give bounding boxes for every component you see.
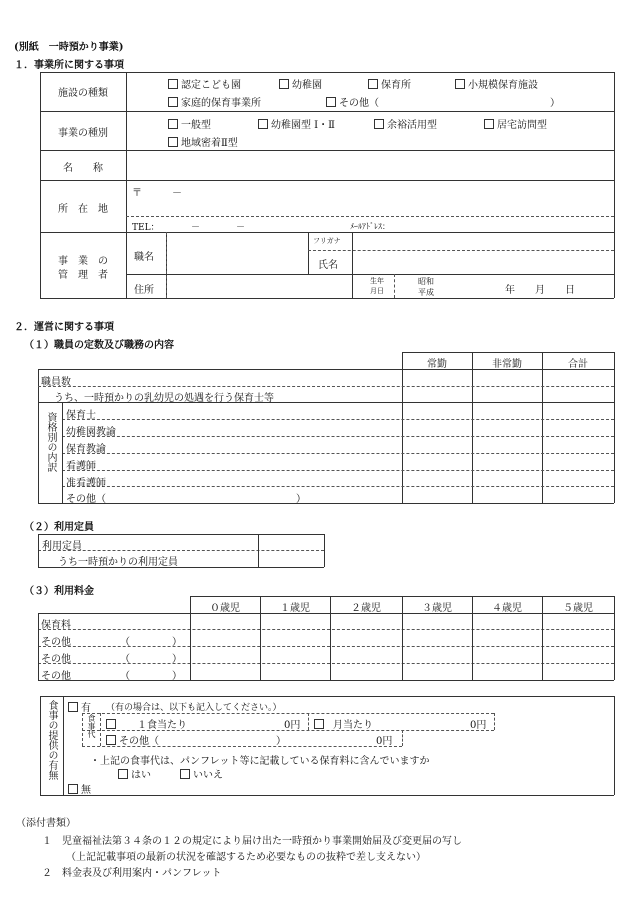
attachment-2: 料金表及び利用案内・パンフレット xyxy=(62,868,222,879)
checkbox-icon xyxy=(368,79,378,89)
paren-close: ） xyxy=(172,671,182,682)
row-other-qualification: その他（ xyxy=(66,494,106,505)
col-age3: ３歳児 xyxy=(422,603,452,614)
row-assistant-nurse: 准看護師 xyxy=(66,478,106,489)
facility-opt-other[interactable]: その他（ xyxy=(326,94,379,109)
paren-open: （ xyxy=(120,671,130,682)
meal-per-month-option[interactable]: 月当たり xyxy=(314,716,373,731)
checkbox-icon xyxy=(106,735,116,745)
address-label: 所 在 地 xyxy=(58,204,108,215)
staff-subtitle: （１）職員の定数及び職務の内容 xyxy=(24,340,174,351)
checkbox-icon xyxy=(168,79,178,89)
meal-answer-no[interactable]: いいえ xyxy=(180,766,223,781)
row-temp-capacity: うち一時預かりの利用定員 xyxy=(58,557,178,568)
manager-address-label: 住所 xyxy=(134,285,154,296)
furigana-label: フリガナ xyxy=(313,237,341,245)
col-age5: ５歳児 xyxy=(563,603,593,614)
row-capacity: 利用定員 xyxy=(42,541,82,552)
row-other-fee-2: その他 xyxy=(41,654,71,665)
manager-name-label: 氏名 xyxy=(318,260,338,271)
facility-type-label: 施設の種類 xyxy=(58,88,108,99)
name-label: 名 称 xyxy=(63,163,103,174)
era-heisei: 平成 xyxy=(418,288,434,297)
col-total: 合計 xyxy=(568,359,588,370)
meal-no-option[interactable]: 無 xyxy=(68,781,91,796)
attachment-2-number: ２ xyxy=(42,868,52,879)
checkbox-icon xyxy=(168,137,178,147)
col-fulltime: 常勤 xyxy=(427,359,447,370)
job-title-label: 職名 xyxy=(134,252,154,263)
meal-cost-label: 食事代 xyxy=(87,714,96,738)
meal-answer-yes[interactable]: はい xyxy=(118,766,151,781)
checkbox-icon xyxy=(180,769,190,779)
capacity-subtitle: （２）利用定員 xyxy=(24,522,94,533)
business-opt-home-visit[interactable]: 居宅訪問型 xyxy=(484,116,547,131)
era-showa: 昭和 xyxy=(418,277,434,286)
tel-field[interactable]: TEL： － － xyxy=(132,223,246,233)
meal-other-yen[interactable]: 0円 xyxy=(376,736,393,747)
row-nursery-teacher: 保育教諭 xyxy=(66,444,106,455)
birth-label-2: 月日 xyxy=(370,287,384,295)
meal-per-meal-option[interactable]: １食当たり xyxy=(106,716,187,731)
fees-subtitle: （３）利用料金 xyxy=(24,586,94,597)
checkbox-icon xyxy=(484,119,494,129)
checkbox-icon xyxy=(68,702,78,712)
checkbox-icon xyxy=(326,97,336,107)
meal-other-option[interactable]: その他（ xyxy=(106,732,159,747)
business-opt-surplus[interactable]: 余裕活用型 xyxy=(374,116,437,131)
paren-close: ） xyxy=(172,637,182,648)
manager-label-line1: 事 業 の xyxy=(58,256,108,267)
postal-code[interactable]: 〒 － xyxy=(132,188,182,199)
business-opt-general[interactable]: 一般型 xyxy=(168,116,211,131)
attachment-1-number: １ xyxy=(42,836,52,847)
attachment-1-note: （上記記載事項の最新の状況を確認するため必要なものの抜粋で差し支えない） xyxy=(66,852,426,863)
checkbox-icon xyxy=(106,719,116,729)
manager-label-line2: 管 理 者 xyxy=(58,270,108,281)
row-hoikushi: 保育士 xyxy=(66,410,96,421)
business-opt-kindergarten[interactable]: 幼稚園型 Ⅰ・Ⅱ xyxy=(258,116,335,131)
business-type-label: 事業の種別 xyxy=(58,128,108,139)
facility-opt-kindergarten[interactable]: 幼稚園 xyxy=(279,76,322,91)
paren-open: （ xyxy=(120,654,130,665)
row-nursery-staff: うち、一時預かりの乳幼児の処遇を行う保育士等 xyxy=(54,393,274,404)
paren-close: ） xyxy=(172,654,182,665)
facility-opt-kodomoen[interactable]: 認定こども園 xyxy=(168,76,241,91)
row-staff-count: 職員数 xyxy=(41,377,71,388)
checkbox-icon xyxy=(455,79,465,89)
email-field[interactable]: ﾒｰﾙｱﾄﾞﾚｽ： xyxy=(350,222,390,231)
form-title: (別紙 一時預かり事業) xyxy=(14,42,124,53)
meal-side-label: 食事の提供の有無 xyxy=(46,700,57,780)
meal-per-month-yen[interactable]: 0円 xyxy=(470,720,487,731)
qualification-side-label: 資格別の内訳 xyxy=(45,412,56,472)
meal-per-meal-yen[interactable]: 0円 xyxy=(284,720,301,731)
checkbox-icon xyxy=(68,784,78,794)
section1-title: １．事業所に関する事項 xyxy=(14,60,124,71)
birth-date[interactable]: 年 月 日 xyxy=(505,285,575,296)
attachments-title: （添付書類） xyxy=(16,818,76,829)
birth-label-1: 生年 xyxy=(370,277,384,285)
meal-other-close: ） xyxy=(276,736,286,747)
facility-other-close: ） xyxy=(550,98,560,109)
business-opt-community[interactable]: 地域密着Ⅱ型 xyxy=(168,134,238,149)
facility-opt-nursery[interactable]: 保育所 xyxy=(368,76,411,91)
col-age0: ０歳児 xyxy=(210,603,240,614)
name-field[interactable] xyxy=(128,152,612,178)
other-qualification-close: ） xyxy=(296,494,306,505)
checkbox-icon xyxy=(168,97,178,107)
facility-opt-small-nursery[interactable]: 小規模保育施設 xyxy=(455,76,538,91)
checkbox-icon xyxy=(168,119,178,129)
col-age4: ４歳児 xyxy=(492,603,522,614)
row-other-fee-3: その他 xyxy=(41,671,71,682)
col-age2: ２歳児 xyxy=(351,603,381,614)
row-childcare-fee: 保育料 xyxy=(41,620,71,631)
meal-yes-note: （有の場合は、以下も記入してください。） xyxy=(106,703,282,713)
col-parttime: 非常勤 xyxy=(492,359,522,370)
section2-title: ２．運営に関する事項 xyxy=(14,322,114,333)
checkbox-icon xyxy=(374,119,384,129)
checkbox-icon xyxy=(258,119,268,129)
checkbox-icon xyxy=(279,79,289,89)
meal-yes-option[interactable]: 有 xyxy=(68,699,91,714)
meal-included-question: ・上記の食事代は、パンフレット等に記載している保育料に含んでいますか xyxy=(90,756,430,767)
row-nurse: 看護師 xyxy=(66,461,96,472)
paren-open: （ xyxy=(120,637,130,648)
facility-opt-home-nursery[interactable]: 家庭的保育事業所 xyxy=(168,94,261,109)
col-age1: １歳児 xyxy=(280,603,310,614)
row-kindergarten-teacher: 幼稚園教諭 xyxy=(66,427,116,438)
attachment-1: 児童福祉法第３４条の１２の規定により届け出た一時預かり事業開始届及び変更届の写し xyxy=(62,836,462,847)
row-other-fee-1: その他 xyxy=(41,637,71,648)
checkbox-icon xyxy=(314,719,324,729)
checkbox-icon xyxy=(118,769,128,779)
